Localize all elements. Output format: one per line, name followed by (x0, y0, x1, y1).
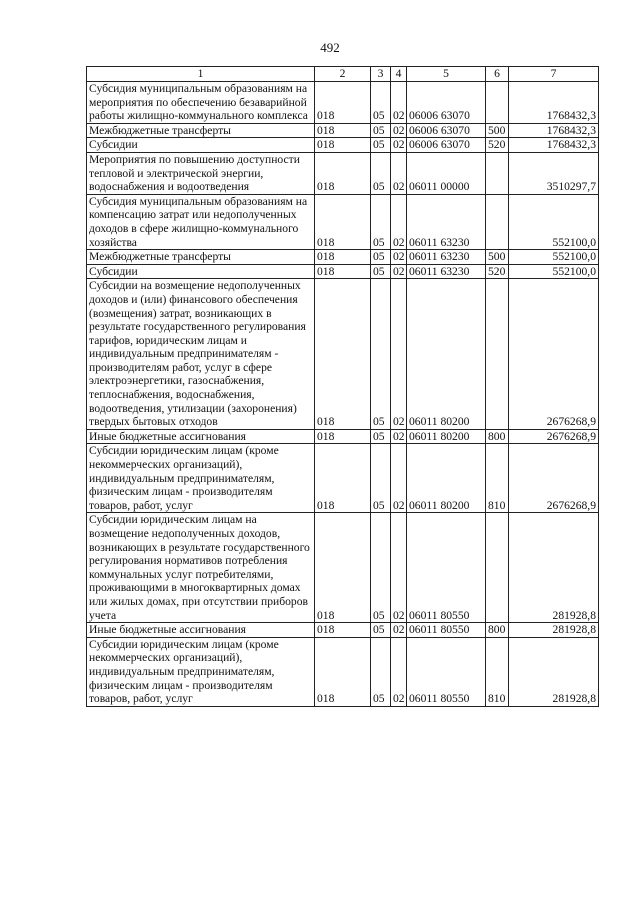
row-subsection-code: 02 (391, 82, 407, 124)
row-target-article: 06011 80200 (407, 279, 486, 430)
row-expense-type (486, 152, 509, 194)
table-row (87, 250, 599, 265)
table-row (87, 194, 599, 249)
table-row (87, 444, 599, 513)
row-target-article: 06011 63230 (407, 250, 486, 265)
header-col-1: 1 (87, 67, 315, 82)
row-subsection-code: 02 (391, 637, 407, 706)
row-expense-type: 500 (486, 123, 509, 138)
row-section-code: 05 (371, 152, 391, 194)
table-row (87, 623, 599, 638)
row-section-code: 05 (371, 513, 391, 623)
header-col-6: 6 (486, 67, 509, 82)
table-row (87, 279, 599, 430)
row-ministry-code: 018 (315, 637, 371, 706)
row-name: Субсидия муниципальным образованиям на компенсацию затрат или недополученных доходов в сфере жилищно-коммунального хозяйства (87, 194, 315, 249)
row-target-article: 06011 80200 (407, 444, 486, 513)
row-name: Субсидии на возмещение недополученных доходов и (или) финансового обеспечения (возмещения) затрат, возникающих в результате государственного регулирования тарифов, юридическим лицам и индивидуальным предпринимателям - производителям работ, услуг в сфере электроэнергетики, газоснабжения, теплоснабжения, водоснабжения, водоотведения, утилизации (захоронения) твердых бытовых отходов (87, 279, 315, 430)
row-ministry-code: 018 (315, 429, 371, 444)
row-expense-type (486, 513, 509, 623)
row-section-code: 05 (371, 444, 391, 513)
row-section-code: 05 (371, 279, 391, 430)
row-amount: 552100,0 (509, 194, 599, 249)
row-section-code: 05 (371, 138, 391, 153)
row-name: Субсидии (87, 264, 315, 279)
row-expense-type: 810 (486, 637, 509, 706)
row-target-article: 06011 80550 (407, 637, 486, 706)
row-subsection-code: 02 (391, 444, 407, 513)
row-target-article: 06006 63070 (407, 138, 486, 153)
row-subsection-code: 02 (391, 429, 407, 444)
row-expense-type: 520 (486, 138, 509, 153)
row-target-article: 06011 00000 (407, 152, 486, 194)
row-target-article: 06011 80550 (407, 513, 486, 623)
row-name: Субсидии (87, 138, 315, 153)
row-section-code: 05 (371, 623, 391, 638)
row-amount: 1768432,3 (509, 123, 599, 138)
table-row (87, 82, 599, 124)
row-amount: 1768432,3 (509, 138, 599, 153)
table-row (87, 152, 599, 194)
row-amount: 281928,8 (509, 623, 599, 638)
row-expense-type (486, 82, 509, 124)
row-section-code: 05 (371, 264, 391, 279)
header-col-5: 5 (407, 67, 486, 82)
header-row (87, 67, 599, 82)
row-subsection-code: 02 (391, 623, 407, 638)
row-ministry-code: 018 (315, 194, 371, 249)
row-ministry-code: 018 (315, 152, 371, 194)
table-body (87, 82, 599, 707)
table-row (87, 637, 599, 706)
table-row (87, 123, 599, 138)
row-expense-type: 810 (486, 444, 509, 513)
row-name: Межбюджетные трансферты (87, 250, 315, 265)
header-col-2: 2 (315, 67, 371, 82)
row-expense-type: 800 (486, 623, 509, 638)
header-col-3: 3 (371, 67, 391, 82)
budget-table (86, 66, 599, 707)
header-col-4: 4 (391, 67, 407, 82)
row-section-code: 05 (371, 429, 391, 444)
row-name: Мероприятия по повышению доступности тепловой и электрической энергии, водоснабжения и водоотведения (87, 152, 315, 194)
row-amount: 552100,0 (509, 264, 599, 279)
row-amount: 281928,8 (509, 513, 599, 623)
row-subsection-code: 02 (391, 279, 407, 430)
row-ministry-code: 018 (315, 138, 371, 153)
row-name: Субсидии юридическим лицам (кроме некоммерческих организаций), индивидуальным предпринимателям, физическим лицам - производителям товаров, работ, услуг (87, 637, 315, 706)
row-name: Иные бюджетные ассигнования (87, 429, 315, 444)
row-target-article: 06006 63070 (407, 82, 486, 124)
row-amount: 3510297,7 (509, 152, 599, 194)
row-subsection-code: 02 (391, 264, 407, 279)
row-name: Иные бюджетные ассигнования (87, 623, 315, 638)
row-expense-type: 520 (486, 264, 509, 279)
row-amount: 2676268,9 (509, 444, 599, 513)
row-amount: 552100,0 (509, 250, 599, 265)
row-section-code: 05 (371, 194, 391, 249)
row-name: Субсидия муниципальным образованиям на мероприятия по обеспечению безаварийной работы жилищно-коммунального комплекса (87, 82, 315, 124)
row-target-article: 06011 63230 (407, 264, 486, 279)
table-row (87, 429, 599, 444)
row-ministry-code: 018 (315, 82, 371, 124)
row-section-code: 05 (371, 123, 391, 138)
row-ministry-code: 018 (315, 279, 371, 430)
row-amount: 2676268,9 (509, 429, 599, 444)
row-subsection-code: 02 (391, 123, 407, 138)
row-amount: 2676268,9 (509, 279, 599, 430)
page-number: 492 (320, 40, 340, 55)
row-expense-type (486, 194, 509, 249)
row-subsection-code: 02 (391, 513, 407, 623)
table-row (87, 138, 599, 153)
row-subsection-code: 02 (391, 194, 407, 249)
row-expense-type: 500 (486, 250, 509, 265)
row-ministry-code: 018 (315, 264, 371, 279)
table-row (87, 264, 599, 279)
row-ministry-code: 018 (315, 123, 371, 138)
row-subsection-code: 02 (391, 138, 407, 153)
row-ministry-code: 018 (315, 444, 371, 513)
row-subsection-code: 02 (391, 250, 407, 265)
row-section-code: 05 (371, 250, 391, 265)
row-amount: 1768432,3 (509, 82, 599, 124)
row-expense-type: 800 (486, 429, 509, 444)
row-target-article: 06006 63070 (407, 123, 486, 138)
row-ministry-code: 018 (315, 250, 371, 265)
row-amount: 281928,8 (509, 637, 599, 706)
row-target-article: 06011 80200 (407, 429, 486, 444)
row-target-article: 06011 80550 (407, 623, 486, 638)
row-ministry-code: 018 (315, 513, 371, 623)
table-row (87, 513, 599, 623)
row-subsection-code: 02 (391, 152, 407, 194)
row-name: Межбюджетные трансферты (87, 123, 315, 138)
header-col-7: 7 (509, 67, 599, 82)
row-target-article: 06011 63230 (407, 194, 486, 249)
row-name: Субсидии юридическим лицам (кроме некоммерческих организаций), индивидуальным предпринимателям, физическим лицам - производителям товаров, работ, услуг (87, 444, 315, 513)
row-section-code: 05 (371, 82, 391, 124)
row-expense-type (486, 279, 509, 430)
row-name: Субсидии юридическим лицам на возмещение недополученных доходов, возникающих в результате государственного регулирования нормативов потребления коммунальных услуг потребителями, проживающими в многоквартирных домах или жилых домах, при отсутствии приборов учета (87, 513, 315, 623)
row-ministry-code: 018 (315, 623, 371, 638)
row-section-code: 05 (371, 637, 391, 706)
